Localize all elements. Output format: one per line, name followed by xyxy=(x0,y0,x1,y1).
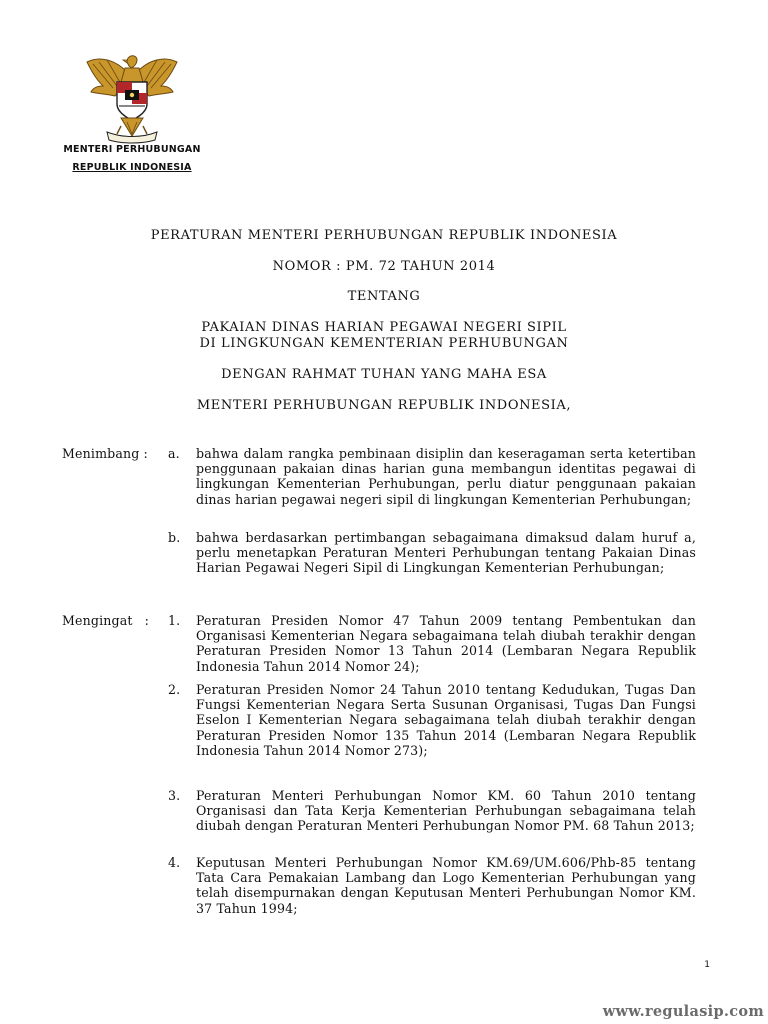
letterhead xyxy=(52,48,212,174)
mengingat-item-2: Peraturan Presiden Nomor 24 Tahun 2010 tentang Kedudukan, Tugas Dan Fungsi Kementerian Negara Serta Susunan Organisasi, Tugas Dan Fungsi Eselon I Kementerian Negara sebagaimana telah diubah terakhir dengan Peraturan Presiden Nomor 135 Tahun 2014 (Lembaran Negara Republik Indonesia Tahun 2014 Nomor 273); xyxy=(196,682,696,758)
item-marker: b. xyxy=(168,530,181,545)
issuing-authority: MENTERI PERHUBUNGAN REPUBLIK INDONESIA, xyxy=(196,398,572,413)
mengingat-item-4: Keputusan Menteri Perhubungan Nomor KM.69/UM.606/Phb-85 tentang Tata Cara Pemakaian Lambang dan Logo Kementerian Perhubungan yang telah disempurnakan dengan Keputusan Menteri Perhubungan Nomor KM. 37 Tahun 1994; xyxy=(196,855,696,916)
mengingat-item-1: Peraturan Presiden Nomor 47 Tahun 2009 tentang Pembentukan dan Organisasi Kementerian Negara sebagaimana telah diubah terakhir dengan Peraturan Presiden Nomor 13 Tahun 2014 (Lembaran Negara Republik Indonesia Tahun 2014 Nomor 24); xyxy=(196,613,696,674)
mengingat-label: Mengingat : xyxy=(62,613,150,628)
site-watermark: www.regulasip.com xyxy=(602,1003,764,1020)
garuda-emblem-icon xyxy=(77,48,187,144)
subject-line-2: DI LINGKUNGAN KEMENTERIAN PERHUBUNGAN xyxy=(199,336,569,351)
about-heading: TENTANG xyxy=(347,289,421,304)
menimbang-label: Menimbang : xyxy=(62,446,148,461)
item-marker: a. xyxy=(168,446,180,461)
invocation: DENGAN RAHMAT TUHAN YANG MAHA ESA xyxy=(221,367,547,382)
subject-line-1: PAKAIAN DINAS HARIAN PEGAWAI NEGERI SIPIL xyxy=(201,320,567,335)
ministry-name: MENTERI PERHUBUNGAN xyxy=(63,144,201,155)
page-number: 1 xyxy=(704,960,710,970)
regulation-number: NOMOR : PM. 72 TAHUN 2014 xyxy=(272,259,496,274)
item-marker: 3. xyxy=(168,788,181,803)
mengingat-item-3: Peraturan Menteri Perhubungan Nomor KM. 60 Tahun 2010 tentang Organisasi dan Tata Kerja Kementerian Perhubungan sebagaimana telah diubah dengan Peraturan Menteri Perhubungan Nomor PM. 68 Tahun 2013; xyxy=(196,788,696,834)
item-marker: 4. xyxy=(168,855,181,870)
menimbang-item-b: bahwa berdasarkan pertimbangan sebagaimana dimaksud dalam huruf a, perlu menetapkan Peraturan Menteri Perhubungan tentang Pakaian Dinas Harian Pegawai Negeri Sipil di Lingkungan Kementerian Perhubungan; xyxy=(196,530,696,576)
menimbang-item-a: bahwa dalam rangka pembinaan disiplin dan keseragaman serta ketertiban penggunaan pakaian dinas harian guna membangun identitas pegawai di lingkungan Kementerian Perhubungan, perlu diatur penggunaan pakaian dinas harian pegawai negeri sipil di lingkungan Kementerian Perhubungan; xyxy=(196,446,696,507)
country-name: REPUBLIK INDONESIA xyxy=(72,162,192,173)
item-marker: 1. xyxy=(168,613,181,628)
regulation-title: PERATURAN MENTERI PERHUBUNGAN REPUBLIK INDONESIA xyxy=(150,228,618,243)
item-marker: 2. xyxy=(168,682,181,697)
